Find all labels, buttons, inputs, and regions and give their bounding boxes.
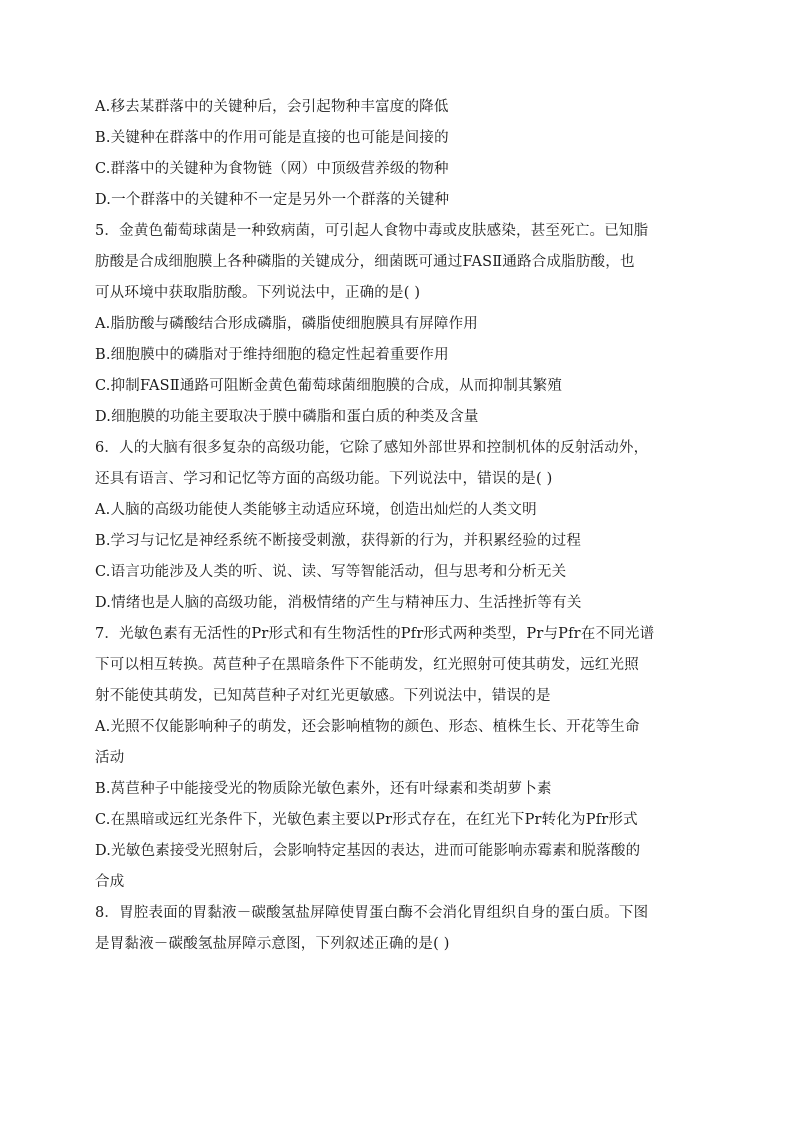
q7-option-d-line-1: D.光敏色素接受光照射后，会影响特定基因的表达，进而可能影响赤霉素和脱落酸的	[95, 843, 641, 859]
q6-option-d: D.情绪也是人脑的高级功能，消极情绪的产生与精神压力、生活挫折等有关	[95, 595, 582, 611]
q4-option-a: A.移去某群落中的关键种后，会引起物种丰富度的降低	[95, 99, 449, 115]
q5-option-a: A.脂肪酸与磷酸结合形成磷脂，磷脂使细胞膜具有屏障作用	[95, 316, 478, 332]
q6-stem-line-2: 还具有语言、学习和记忆等方面的高级功能。下列说法中，错误的是( )	[95, 471, 553, 487]
q8-stem-line-1: 8．胃腔表面的胃黏液－碳酸氢盐屏障使胃蛋白酶不会消化胃组织自身的蛋白质。下图	[95, 905, 649, 921]
q7-option-b: B.莴苣种子中能接受光的物质除光敏色素外，还有叶绿素和类胡萝卜素	[95, 781, 552, 797]
q5-option-b: B.细胞膜中的磷脂对于维持细胞的稳定性起着重要作用	[95, 347, 449, 363]
document-page	[95, 92, 707, 960]
q7-stem-line-3: 射不能使其萌发，已知莴苣种子对红光更敏感。下列说法中，错误的是	[95, 688, 551, 704]
q7-stem-line-1: 7．光敏色素有无活性的Pr形式和有生物活性的Pfr形式两种类型，Pr与Pfr在不同光谱	[95, 626, 655, 642]
q7-option-a-line-1: A.光照不仅能影响种子的萌发，还会影响植物的颜色、形态、植株生长、开花等生命	[95, 719, 640, 735]
q6-option-c: C.语言功能涉及人类的听、说、读、写等智能活动，但与思考和分析无关	[95, 564, 567, 580]
q7-option-d-line-2: 合成	[95, 874, 125, 890]
q4-option-c: C.群落中的关键种为食物链（网）中顶级营养级的物种	[95, 161, 449, 177]
q5-option-d: D.细胞膜的功能主要取决于膜中磷脂和蛋白质的种类及含量	[95, 409, 479, 425]
q5-stem-line-1: 5．金黄色葡萄球菌是一种致病菌，可引起人食物中毒或皮肤感染，甚至死亡。已知脂	[95, 223, 649, 239]
q7-stem-line-2: 下可以相互转换。莴苣种子在黑暗条件下不能萌发，红光照射可使其萌发，远红光照	[95, 657, 639, 673]
q7-option-a-line-2: 活动	[95, 750, 125, 766]
q4-option-b: B.关键种在群落中的作用可能是直接的也可能是间接的	[95, 130, 449, 146]
q4-option-d: D.一个群落中的关键种不一定是另外一个群落的关键种	[95, 192, 450, 208]
q6-option-b: B.学习与记忆是神经系统不断接受刺激，获得新的行为，并积累经验的过程	[95, 533, 582, 549]
q5-stem-line-3: 可从环境中获取脂肪酸。下列说法中，正确的是( )	[95, 285, 421, 301]
q6-stem-line-1: 6．人的大脑有很多复杂的高级功能，它除了感知外部世界和控制机体的反射活动外，	[95, 440, 649, 456]
q6-option-a: A.人脑的高级功能使人类能够主动适应环境，创造出灿烂的人类文明	[95, 502, 537, 518]
q5-stem-line-2: 肪酸是合成细胞膜上各种磷脂的关键成分，细菌既可通过FASⅡ通路合成脂肪酸，也	[95, 254, 635, 270]
q5-option-c: C.抑制FASⅡ通路可阻断金黄色葡萄球菌细胞膜的合成，从而抑制其繁殖	[95, 378, 563, 394]
q8-stem-line-2: 是胃黏液－碳酸氢盐屏障示意图，下列叙述正确的是( )	[95, 936, 450, 952]
q7-option-c: C.在黑暗或远红光条件下，光敏色素主要以Pr形式存在，在红光下Pr转化为Pfr形式	[95, 812, 638, 828]
